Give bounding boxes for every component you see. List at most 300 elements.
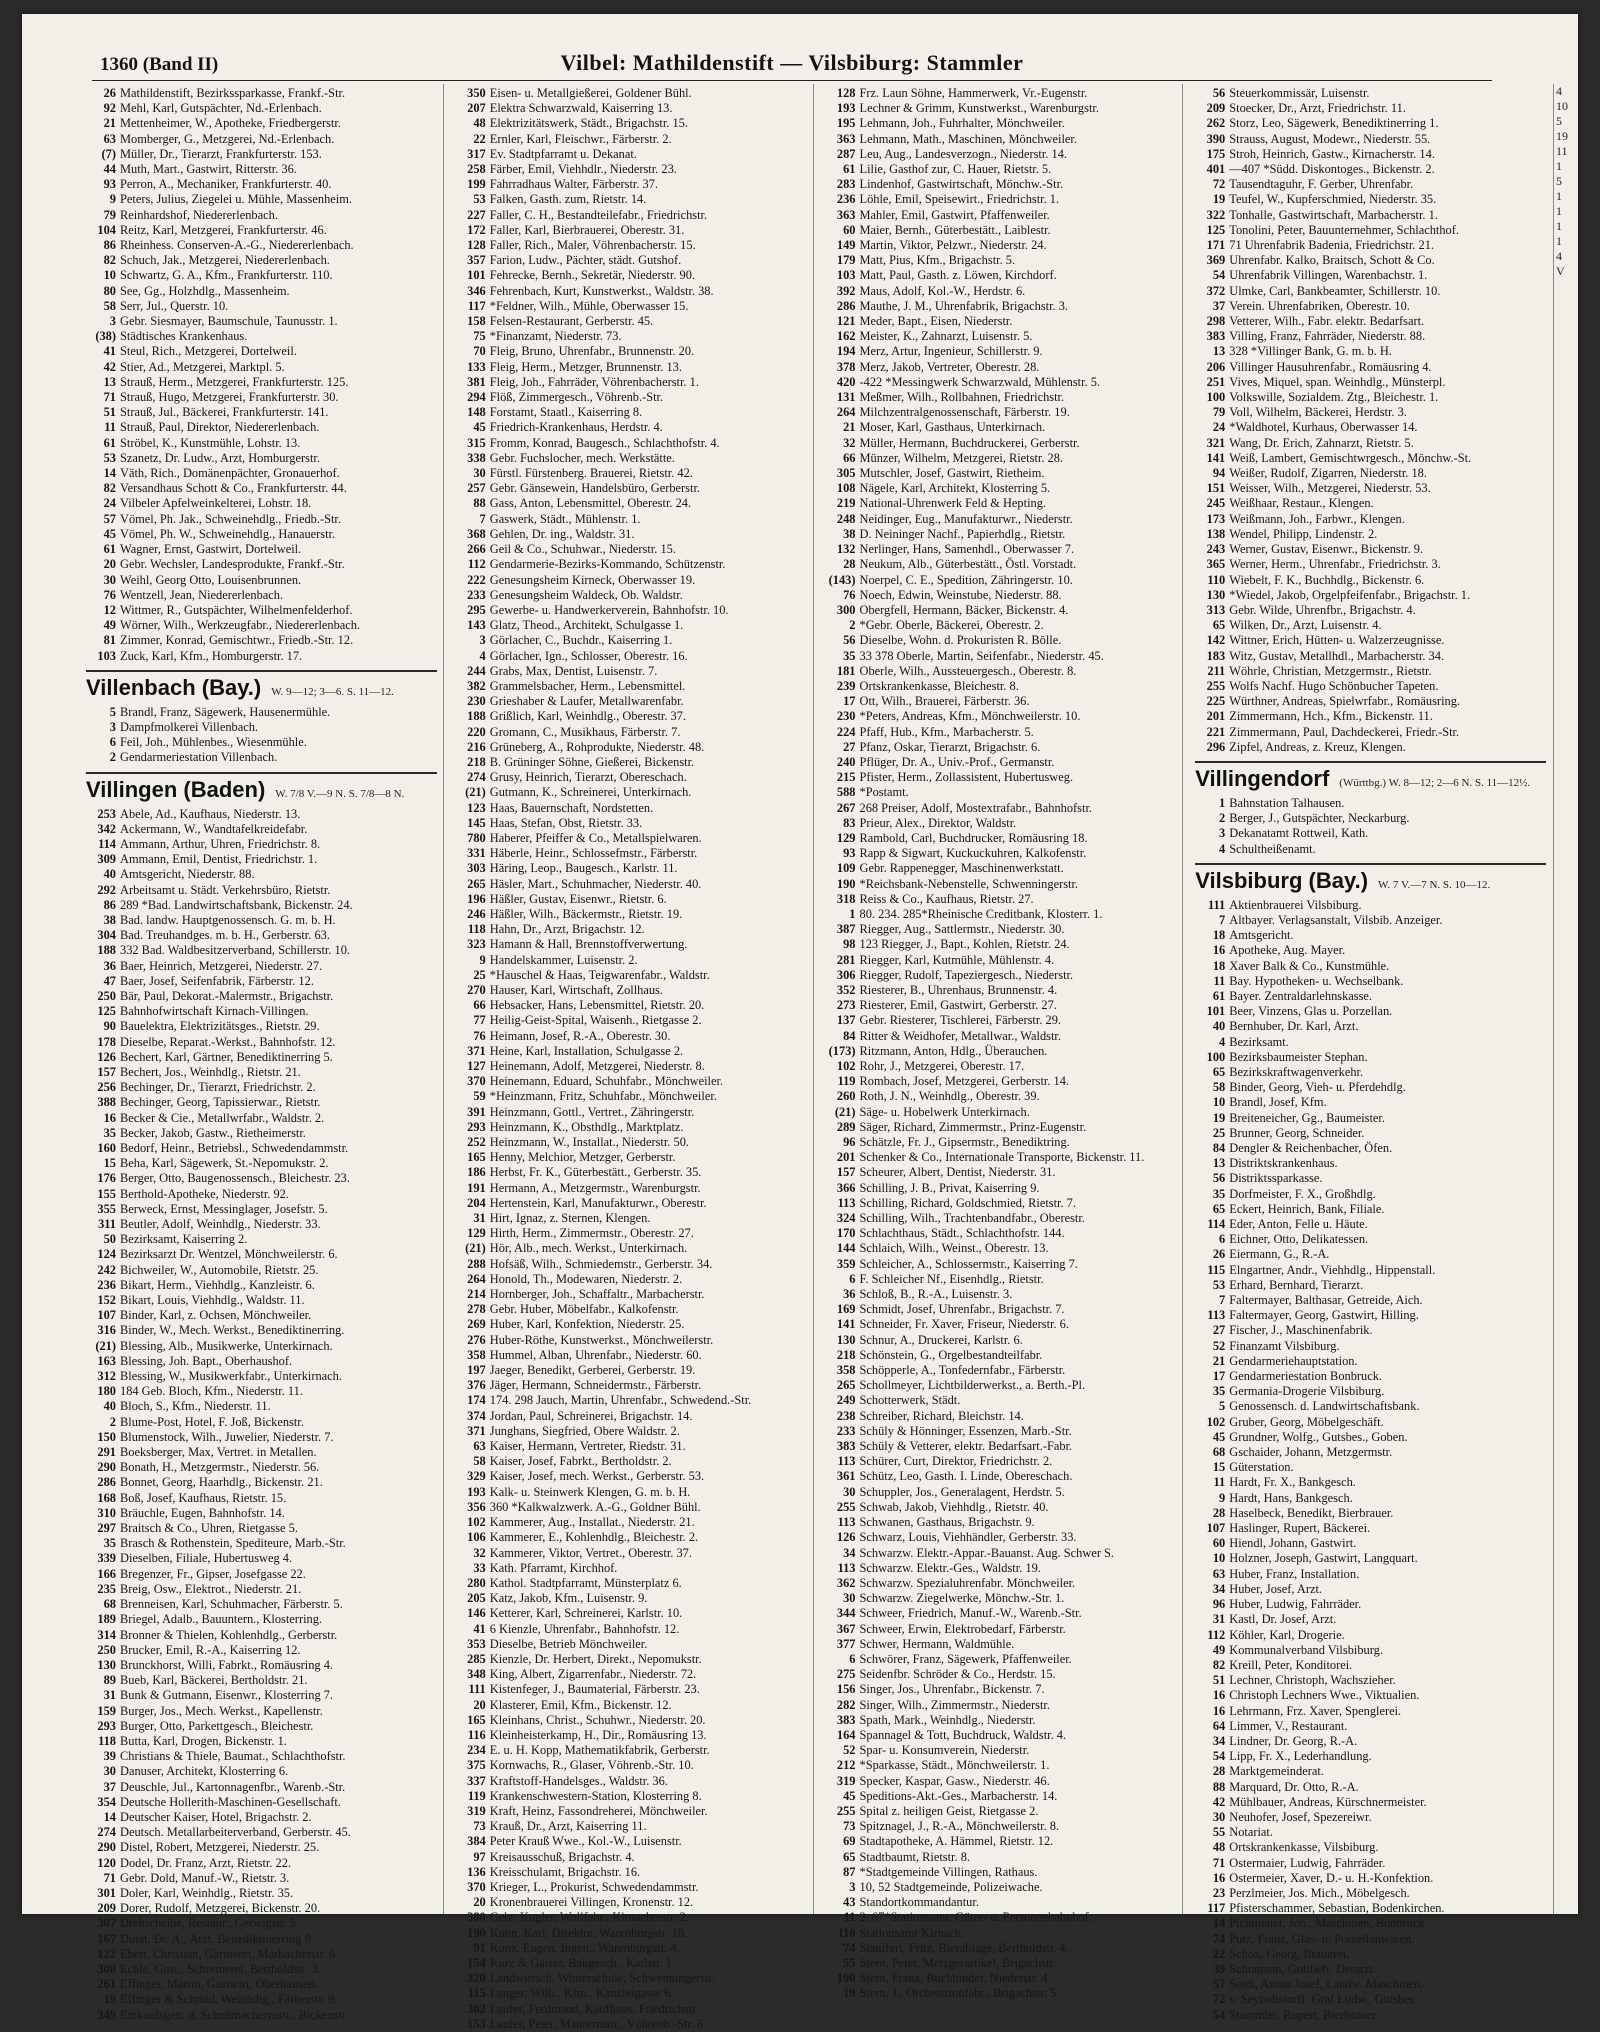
directory-entry [826,1089,1177,1104]
entry-phone-number: 234 [467,1743,486,1758]
directory-entry [1195,1247,1546,1262]
directory-entry [86,1217,437,1232]
entry-phone-number: 16 [1212,943,1226,958]
directory-entry [456,953,807,968]
entry-text: Häberle, Heinr., Schlossefmstr., Färberstr. [489,846,698,861]
entry-phone-number: 7 [479,511,486,526]
directory-entry [826,1226,1177,1241]
entry-phone-number: 130 [836,1332,856,1347]
entry-text: Ketterer, Karl, Schreinerei, Karlstr. 10. [489,1606,683,1621]
entry-phone-number: 113 [1207,1308,1226,1323]
entry-phone-number: 162 [836,329,856,344]
directory-entry [1195,1430,1546,1445]
directory-entry [826,1150,1177,1165]
directory-entry [1195,1567,1546,1582]
entry-text: Lipp, Fr. X., Lederhandlung. [1229,1749,1372,1764]
entry-text: Grusy, Heinrich, Tierarzt, Obereschach. [489,770,687,785]
entry-text: F. Schleicher Nf., Eisenhdlg., Rietstr. [859,1271,1044,1286]
entry-text: Becker, Jakob, Gastw., Rietheimerstr. [120,1125,306,1140]
directory-entry [456,694,807,709]
entry-phone-number: 19 [843,1986,856,2001]
entry-text: Blume-Post, Hotel, F. Joß, Bickenstr. [120,1414,304,1429]
entry-text: Wittmer, R., Gutspächter, Wilhelmenfelderhof. [120,602,353,617]
entry-text: Holzner, Joseph, Gastwirt, Langquart. [1229,1551,1418,1566]
entry-phone-number: 142 [1206,633,1226,648]
directory-entry [826,1941,1177,1956]
entry-phone-number: 235 [97,1581,116,1596]
directory-entry [826,1333,1177,1348]
directory-entry [826,1850,1177,1865]
entry-phone-number: 258 [467,162,486,177]
directory-entry [1195,1521,1546,1536]
page-number: 1360 (Band II) [100,54,219,75]
directory-entry [826,101,1177,116]
entry-phone-number: 6 [849,1651,856,1666]
entry-text: Herbst, Fr. K., Güterbestätt., Gerberstr. 35. [489,1165,702,1180]
entry-phone-number: 383 [836,1712,856,1727]
entry-text: Villinger Hausuhrenfabr., Romäusring 4. [1229,359,1432,374]
directory-entry [1195,1095,1546,1110]
directory-entry [826,1348,1177,1363]
entry-phone-number: 71 [103,1870,116,1885]
directory-entry [456,998,807,1013]
directory-entry [1195,253,1546,268]
directory-entry [456,1363,807,1378]
entry-text: Feil, Joh., Mühlenbes., Wiesenmühle. [120,735,307,750]
entry-phone-number: 80 [103,283,116,298]
entry-text: Schilling, Richard, Goldschmied, Rietstr. 7. [859,1195,1076,1210]
directory-entry [456,344,807,359]
directory-entry [86,1856,437,1871]
entry-phone-number: 76 [843,587,856,602]
directory-entry [456,801,807,816]
entry-text: Doler, Karl, Weinhdlg., Rietstr. 35. [120,1885,294,1900]
entry-text: Heinemann, Adolf, Metzgerei, Niederstr. 8. [489,1059,705,1073]
entry-text: Schultheißenamt. [1229,841,1316,856]
directory-entry [826,801,1177,816]
entry-phone-number: 309 [97,852,116,867]
directory-entry [456,1652,807,1667]
entry-text: Schwarzw. Elektr.-Ges., Waldstr. 19. [859,1560,1041,1575]
entry-text: Matt, Pius, Kfm., Brigachstr. 5. [859,253,1016,268]
entry-phone-number: 275 [836,1667,856,1682]
entry-phone-number: 239 [836,678,856,693]
entry-phone-number: 260 [836,1089,856,1104]
directory-entry [826,1758,1177,1773]
entry-phone-number: 90 [103,1019,116,1034]
directory-entry [86,1415,437,1430]
directory-entry [826,1591,1177,1606]
entry-phone-number: 30 [103,1764,116,1779]
entry-phone-number: 21 [1212,1353,1226,1368]
entry-phone-number: 311 [98,1217,116,1232]
entry-text: Brunner, Georg, Schneider. [1229,1125,1365,1140]
entry-text: Bräuchle, Eugen, Bahnhofstr. 14. [120,1505,285,1520]
entry-text: Bechert, Karl, Gärtner, Benediktinerring 5. [120,1049,333,1064]
entry-text: Görlacher, C., Buchdr., Kaiserring 1. [489,633,673,648]
directory-entry [826,253,1177,268]
entry-text: Kleinheisterkamp, H., Dir., Romäusring 13. [489,1727,707,1742]
directory-entry [456,603,807,618]
directory-entry [456,922,807,937]
entry-phone-number: 81 [103,633,116,648]
entry-phone-number: 136 [467,1864,486,1879]
directory-entry [456,1485,807,1500]
directory-entry [826,375,1177,390]
entry-phone-number: 1 [849,906,856,921]
entry-text: Serr, Jul., Querstr. 10. [120,298,229,313]
entry-text: Haberer, Pfeiffer & Co., Metallspielwaren. [489,830,702,845]
entry-text: Fleig, Herm., Metzger, Brunnenstr. 13. [489,359,682,374]
directory-entry [456,527,807,542]
directory-entry [1195,1308,1546,1323]
entry-phone-number: 390 [1206,131,1226,146]
entry-text: Ammann, Emil, Dentist, Friedrichstr. 1. [120,852,318,867]
entry-text: Beutler, Adolf, Weinhdlg., Niederstr. 33. [120,1217,321,1232]
entry-text: Baer, Josef, Seifenfabrik, Färberstr. 12. [120,973,314,988]
entry-text: Fehrecke, Bernh., Sekretär, Niederstr. 90. [489,268,696,283]
directory-entry [1195,268,1546,283]
entry-text: Dampfmolkerei Villenbach. [120,719,259,734]
directory-entry [456,360,807,375]
entry-phone-number: 125 [97,1004,116,1019]
entry-text: Elektrizitätswerk, Städt., Brigachstr. 15. [489,116,688,131]
entry-phone-number: 13 [1212,1156,1226,1171]
entry-text: Grabs, Max, Dentist, Luisenstr. 7. [489,663,658,678]
entry-phone-number: 61 [103,435,116,450]
entry-text: D. Neininger Nachf., Papierhdlg., Rietstr. [859,526,1066,541]
edge-fragment: 1 [1556,204,1562,218]
entry-phone-number: 49 [1212,1642,1226,1657]
entry-text: *Feldner, Wilh., Mühle, Oberwasser 15. [489,298,689,313]
entry-text: Hiendl, Johann, Gastwirt. [1229,1536,1357,1551]
directory-entry [456,725,807,740]
entry-phone-number: 71 [1212,1855,1226,1870]
directory-entry [1195,1141,1546,1156]
entry-phone-number: 362 [836,1575,856,1590]
entry-phone-number: 74 [843,1940,856,1955]
entry-text: Weisser, Wilh., Metzgerei, Niederstr. 53. [1229,481,1431,496]
entry-text: Fleig, Bruno, Uhrenfabr., Brunnenstr. 20. [489,344,695,359]
entry-phone-number: 37 [1212,298,1226,313]
entry-phone-number: 181 [836,663,856,678]
directory-entry [86,481,437,496]
directory-entry [86,735,437,750]
entry-phone-number: 322 [1206,207,1226,222]
entry-text: 71 Uhrenfabrik Badenia, Friedrichstr. 21. [1229,238,1434,253]
entry-phone-number: 128 [467,238,486,253]
directory-entry [456,1986,807,2001]
entry-phone-number: 63 [103,131,116,146]
entry-text: Amtsgericht, Niederstr. 88. [120,867,255,882]
entry-phone-number: 224 [836,724,856,739]
entry-phone-number: 166 [97,1566,116,1581]
entry-text: Becker & Cie., Metallwrfabr., Waldstr. 2. [120,1110,325,1125]
directory-entry [1195,1551,1546,1566]
entry-text: Baer, Heinrich, Metzgerei, Niederstr. 27. [120,958,323,973]
entry-text: Maus, Adolf, Kol.-W., Herdstr. 6. [859,283,1026,298]
entry-phone-number: 5 [109,704,116,719]
entry-text: Spar- u. Konsumverein, Niederstr. [859,1743,1030,1758]
edge-fragment: 5 [1556,114,1562,128]
directory-entry [456,1530,807,1545]
entry-phone-number: 2 [849,618,856,633]
entry-phone-number: 73 [473,1819,486,1834]
entry-phone-number: 51 [1212,1673,1226,1688]
directory-entry [86,1551,437,1566]
entry-text: Schumann, Gottlieb, Tierarzt. [1229,1961,1377,1976]
entry-phone-number: 20 [473,1697,486,1712]
entry-phone-number: 129 [467,1226,486,1241]
directory-entry [826,284,1177,299]
entry-phone-number: 310 [97,1505,116,1520]
entry-text: Steul, Rich., Metzgerei, Dortelweil. [120,344,297,359]
entry-text: Schwarzw. Ziegelwerke, Mönchw.-Str. 1. [859,1591,1065,1606]
entry-phone-number: 60 [843,222,856,237]
entry-text: Kammerer, Viktor, Vertret., Oberestr. 37. [489,1545,692,1560]
directory-entry [1195,1992,1546,2007]
entry-text: Hör, Alb., mech. Werkst., Unterkirnach. [489,1241,688,1256]
directory-entry [826,1789,1177,1804]
entry-phone-number: 186 [467,1165,486,1180]
entry-text: Gebr. Kugler, Wollfabr., Kirnacherstr. 2. [489,1910,689,1925]
entry-phone-number: 174 [467,1393,486,1408]
entry-text: Volkswille, Sozialdem. Ztg., Bleichestr. 1. [1229,390,1439,405]
entry-phone-number: 52 [843,1743,856,1758]
directory-entry [826,1971,1177,1986]
entry-phone-number: 317 [467,146,486,161]
directory-entry [1195,1339,1546,1354]
directory-entry [456,649,807,664]
entry-text: Wörner, Wilh., Werkzeugfabr., Niedererlenbach. [120,618,361,633]
entry-text: Görlacher, Ign., Schlosser, Oberestr. 16. [489,648,688,663]
entry-phone-number: 93 [103,177,116,192]
entry-text: Junghans, Siegfried, Obere Waldstr. 2. [489,1423,680,1438]
directory-entry [826,1302,1177,1317]
entry-phone-number: 274 [467,770,486,785]
entry-text: Pfanz, Oskar, Tierarzt, Brigachstr. 6. [859,739,1041,754]
directory-entry [826,1804,1177,1819]
directory-entry [826,147,1177,162]
entry-text: Effinger & Schmid, Weinhdlg., Färberstr. 9. [120,1992,338,2007]
entry-phone-number: 24 [1212,420,1226,435]
directory-entry [1195,1810,1546,1825]
entry-text: Laufer, Peter, Maurermstr., Vöhrenb.-Str. 6. [489,2016,707,2031]
entry-phone-number: 306 [836,967,856,982]
entry-text: 80. 234. 285*Rheinische Creditbank, Klosterr. 1. [859,906,1103,921]
directory-entry [1195,740,1546,755]
entry-phone-number: 4 [1219,1034,1226,1049]
entry-phone-number: 108 [836,481,856,496]
entry-text: Storz, Leo, Sägewerk, Benediktinerring 1. [1229,116,1439,131]
entry-phone-number: 3 [849,1879,856,1894]
column-1 [82,84,444,2022]
entry-text: Standortkommandantur. [859,1895,979,1910]
directory-entry [1195,1916,1546,1931]
directory-entry [456,1454,807,1469]
directory-entry [826,299,1177,314]
entry-text: Berweck, Ernst, Messinglager, Josefstr. 5. [120,1201,328,1216]
entry-phone-number: 331 [467,846,486,861]
directory-entry [456,1500,807,1515]
entry-text: Fromm, Konrad, Baugesch., Schlachthofstr. 4. [489,435,720,450]
directory-entry [456,1211,807,1226]
entry-text: Stier, Ad., Metzgerei, Marktpl. 5. [120,359,285,374]
directory-entry [86,989,437,1004]
entry-phone-number: 236 [836,192,856,207]
entry-text: Gebr. Wilde, Uhrenfbr., Brigachstr. 4. [1229,602,1416,617]
entry-text: Rapp & Sigwart, Kuckuckuhren, Kalkofenstr. [859,846,1087,861]
directory-entry [456,1044,807,1059]
entry-phone-number: 12 [103,602,116,617]
directory-entry [826,496,1177,511]
entry-text: Kaiser, Hermann, Vertreter, Riedstr. 31. [489,1439,686,1454]
entry-phone-number: 119 [467,1788,486,1803]
entry-phone-number: 290 [97,1460,116,1475]
entry-text: Huber, Franz, Installation. [1229,1566,1360,1581]
entry-phone-number: 160 [97,1141,116,1155]
entry-text: Danuser, Architekt, Klosterring 6. [120,1764,289,1779]
entry-text: Kaiser, Josef, Fabrkt., Bertholdstr. 2. [489,1454,672,1469]
entry-text: Dengler & Reichenbacher, Öfen. [1229,1141,1393,1155]
entry-text: Stroh, Heinrich, Gastw., Kirnacherstr. 14. [1229,146,1435,161]
entry-phone-number: 401 [1206,162,1226,177]
entry-text: Brucker, Emil, R.-A., Kaiserring 12. [120,1642,301,1657]
entry-phone-number: 33 [473,1560,486,1575]
directory-entry [456,1409,807,1424]
entry-phone-number: 84 [843,1028,856,1043]
directory-entry [826,1287,1177,1302]
entry-phone-number: 39 [103,1749,116,1764]
directory-entry [86,1095,437,1110]
directory-entry [456,496,807,511]
entry-phone-number: 100 [1206,390,1226,405]
entry-text: Müller, Dr., Tierarzt, Frankfurterstr. 153. [120,146,322,161]
directory-entry [826,238,1177,253]
entry-text: Rheinhess. Conserven-A.-G., Niedererlenbach. [120,238,354,253]
entry-phone-number: 10 [1212,1095,1226,1110]
entry-text: Huber, Josef, Arzt. [1229,1581,1323,1596]
directory-entry [456,1226,807,1241]
directory-entry [86,1977,437,1992]
directory-entry [456,1196,807,1211]
entry-phone-number: 69 [843,1834,856,1849]
entry-phone-number: 3 [109,719,116,734]
directory-entry [826,1956,1177,1971]
entry-text: Heilig-Geist-Spital, Waisenh., Rietgasse 2. [489,1013,702,1028]
directory-entry [456,907,807,922]
directory-entry [456,299,807,314]
directory-entry [1195,1704,1546,1719]
entry-phone-number: 190 [836,1971,856,1986]
entry-text: Riegger, Aug., Sattlermstr., Niederstr. 30. [859,922,1065,937]
section-title: Villenbach (Bay.) [86,674,262,700]
directory-entry [826,983,1177,998]
entry-text: Honold, Th., Modewaren, Niederstr. 2. [489,1271,683,1286]
directory-entry [1195,405,1546,420]
directory-entry [456,132,807,147]
entry-text: Einkaufsgen. d. Schuhmachermstr., Bickenstr. [120,2007,349,2022]
entry-phone-number: 282 [836,1697,856,1712]
entry-text: Schweer, Friedrich, Manuf.-W., Warenb.-Str. [859,1606,1082,1621]
entry-text: Hertenstein, Karl, Manufakturwr., Oberestr. [489,1195,707,1210]
entry-text: Gschaider, Johann, Metzgermstr. [1229,1445,1393,1460]
directory-entry [456,1743,807,1758]
entry-phone-number: 196 [467,891,486,906]
entry-text: 268 Preiser, Adolf, Mostextrafabr., Bahnhofstr. [859,800,1092,815]
directory-entry [456,1074,807,1089]
entry-phone-number: 173 [1206,511,1226,526]
directory-entry [456,162,807,177]
entry-phone-number: 350 [467,86,486,100]
entry-text: Gutmann, K., Schreinerei, Unterkirnach. [489,785,692,800]
entry-phone-number: 40 [103,867,116,882]
entry-text: Bronner & Thielen, Kohlenhdlg., Gerberstr. [120,1627,338,1642]
entry-phone-number: 287 [836,146,856,161]
entry-text: Peters, Julius, Ziegelei u. Mühle, Massenheim. [120,192,352,207]
entry-text: Gebr. Rappenegger, Maschinenwerkstatt. [859,861,1064,876]
entry-phone-number: 36 [103,958,116,973]
directory-entry [826,1211,1177,1226]
entry-phone-number: 257 [467,481,486,496]
entry-phone-number: 163 [97,1353,116,1368]
directory-entry [456,1698,807,1713]
directory-entry [86,451,437,466]
entry-phone-number: 193 [467,1484,486,1499]
entry-phone-number: 102 [1206,1414,1226,1429]
directory-entry [826,481,1177,496]
entry-text: Lindenhof, Gastwirtschaft, Mönchw.-Str. [859,177,1064,192]
entry-phone-number: 26 [1212,1247,1226,1262]
entry-text: Tonhalle, Gastwirtschaft, Marbacherstr. 1. [1229,207,1438,222]
entry-text: Schwartz, G. A., Kfm., Frankfurterstr. 110. [120,268,333,283]
entry-phone-number: 194 [836,344,856,359]
directory-entry [826,1728,1177,1743]
directory-entry [1195,989,1546,1004]
entry-text: Stadtapotheke, A. Hämmel, Rietstr. 12. [859,1834,1054,1849]
directory-entry [456,664,807,679]
directory-entry [1195,1962,1546,1977]
entry-phone-number: 27 [843,739,856,754]
entry-text: Stauffert, Fritz, Bierablage, Bertholdstr. 4. [859,1940,1069,1955]
directory-entry [826,1409,1177,1424]
entry-text: Eisen- u. Metallgießerei, Goldener Bühl. [489,86,692,100]
entry-text: Wöhrle, Christian, Metzgermstr., Rietstr. [1229,663,1432,678]
entry-text: Eichner, Otto, Delikatessen. [1229,1232,1369,1247]
entry-phone-number: 35 [1212,1384,1226,1399]
directory-entry [456,1606,807,1621]
directory-entry [1195,542,1546,557]
directory-entry [86,1643,437,1658]
entry-phone-number: 9 [109,192,116,207]
entry-phone-number: 97 [473,1849,486,1864]
entry-text: *Wiedel, Jakob, Orgelpfeifenfabr., Brigachstr. 1. [1229,587,1471,602]
directory-entry [1195,1415,1546,1430]
entry-phone-number: 588 [836,785,856,800]
entry-text: Schollmeyer, Lichtbilderwerkst., a. Berth.-Pl. [859,1378,1086,1393]
directory-entry [826,1044,1177,1059]
entry-text: Lindner, Dr. Georg, R.-A. [1229,1733,1358,1748]
entry-phone-number: 17 [843,694,856,709]
entry-phone-number: 289 [836,1119,856,1134]
entry-text: Gebr. Wechsler, Landesprodukte, Frankf.-Str. [120,557,345,572]
entry-phone-number: 25 [473,967,486,982]
entry-text: Schilling, Wilh., Trachtenbandfabr., Oberestr. [859,1211,1085,1226]
directory-entry [826,1895,1177,1910]
entry-phone-number: 355 [97,1201,116,1216]
entry-phone-number: 35 [843,648,856,663]
entry-text: Heinzmann, K., Obsthdlg., Marktplatz. [489,1119,684,1134]
